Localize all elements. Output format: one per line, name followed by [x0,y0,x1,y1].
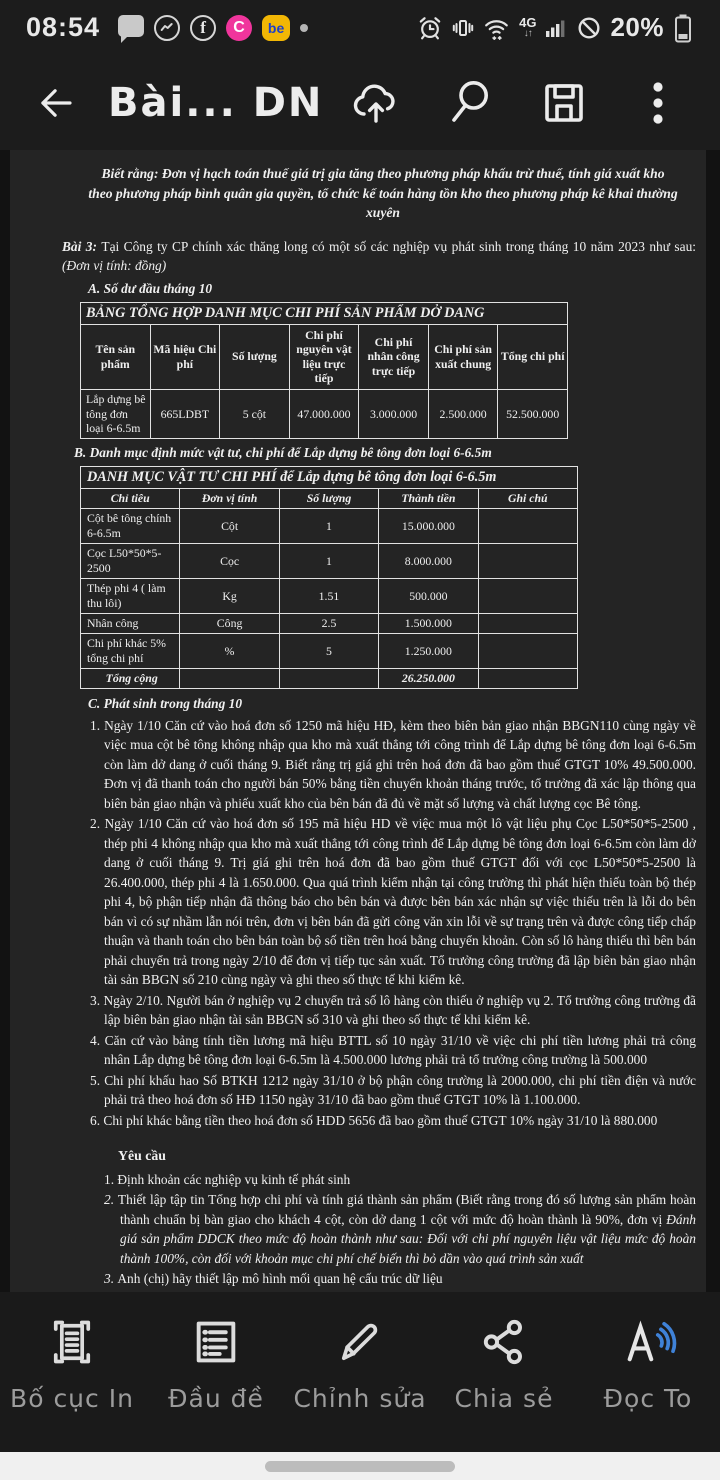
read-aloud-button[interactable] [576,1292,720,1452]
battery-percent: 20% [610,12,664,42]
table-cell: Kg [180,579,279,614]
column-header: Chi phí sản xuất chung [428,324,498,389]
text-run: Anh (chị) hãy thiết lập mô hình mối quan hệ cấu trúc dữ liệu [117,1271,443,1287]
table-cell: 8.000.000 [379,544,478,579]
text-run: (Đơn vị tính: đồng) [62,258,167,273]
list-item [62,1071,696,1110]
table-cell: % [180,634,279,669]
text-run: 5. Chi phí khấu hao Số BTKH 1212 ngày 31/10 ở bộ phận công trường là 2000.000, chi phí tiền điện và nước phải trả theo hoá đơn số HĐ 1150 ngày 31/10 đã bao gồm thuế GTGT 10% là 1.100.000. [90,1072,696,1108]
column-header: Chi phí nguyên vật liệu trực tiếp [289,324,359,389]
paragraph [88,279,696,299]
share-icon [478,1316,530,1368]
table-cell: 1.51 [279,579,378,614]
text-run: Biết rằng: Đơn vị hạch toán thuế giá trị gia tăng theo phương pháp khấu trừ thuế, tính giá xuất kho theo phương pháp bình quân gia quyền, tổ chức kế toán hàng tồn kho theo phương pháp kê khai thường xuyên [88,166,678,220]
list-item [62,716,696,814]
status-bar-left [26,12,308,43]
table-row [81,389,568,438]
text-run: 3. [104,1271,118,1287]
table-cell: Công [180,614,279,634]
list-item [62,1170,696,1190]
table-cell [478,544,577,579]
headings-label: Đầu đề [168,1384,264,1413]
table-cell: 15.000.000 [379,509,478,544]
table-cell [279,669,378,689]
search-button[interactable] [442,75,498,131]
table-cell: Chi phí khác 5% tổng chi phí [81,634,180,669]
chat-bubble-icon [118,15,144,37]
alarm-icon [417,15,443,41]
edit-label: Chỉnh sửa [293,1384,427,1413]
text-run: Thiết lập tập tin Tổng hợp chi phí và tính giá thành sản phẩm (Biết rằng trong đó số lượng sản phẩm hoàn thành chuẩn bị bàn giao cho khách 4 cột, còn dở dang 1 cột với mức độ hoàn thành là 90%, đơn vị [117,1192,696,1227]
column-header: Mã hiệu Chi phí [150,324,220,389]
overflow-menu-button[interactable] [630,75,686,131]
column-header: Chi phí nhân công trực tiếp [359,324,429,389]
table-cell: 5 cột [220,389,290,438]
share-label: Chia sẻ [454,1384,554,1413]
messenger-icon [154,15,180,41]
paragraph [118,1146,696,1166]
column-header: Số lượng [279,489,378,509]
table-cell [180,669,279,689]
column-header: Số lượng [220,324,290,389]
text-run: 4. Căn cứ vào bảng tính tiền lương mã hiệu BTTL số 10 ngày 31/10 về việc chi phí tiền lương phải trả công nhân Lắp dựng bê tông đơn loại 6-6.5m là 4.500.000 lương phải trả tổ trưởng công trường là 500.000 [90,1032,696,1068]
bottom-toolbar [0,1292,720,1452]
upload-cloud-button[interactable] [348,75,404,131]
list-item [62,1031,696,1070]
text-run: C. Phát sinh trong tháng 10 [88,696,243,712]
table-cell: 1.500.000 [379,614,478,634]
headings-button[interactable] [144,1292,288,1452]
app-bar [0,55,720,150]
table-cell: Cột bê tông chính 6-6.5m [81,509,180,544]
headings-icon [190,1316,242,1368]
table-cell: 665LDBT [150,389,220,438]
column-header: Chỉ tiêu [81,489,180,509]
document-title: Bài... DN [108,79,324,126]
paragraph [88,694,696,714]
list-item [62,814,696,990]
table-cell: Nhân công [81,614,180,634]
column-header: Đơn vị tính [180,489,279,509]
table-cell: Cọc [180,544,279,579]
table-cell: 26.250.000 [379,669,478,689]
table-title: BẢNG TỔNG HỢP DANH MỤC CHI PHÍ SẢN PHẨM DỞ DANG [81,303,568,325]
clock-time: 08:54 [26,12,101,42]
read-aloud-label: Đọc To [603,1384,693,1413]
c-app-icon: C [226,15,252,41]
read-aloud-icon [620,1316,676,1368]
text-run: Tại Công ty CP chính xác thăng long có một số các nghiệp vụ phát sinh trong tháng 10 năm 2023 như sau: [101,238,696,254]
table-cell: 2.500.000 [428,389,498,438]
do-not-disturb-icon [576,15,602,41]
edit-button[interactable] [288,1292,432,1452]
column-header: Ghi chú [478,489,577,509]
app-bar-actions [348,75,686,131]
gesture-navigation-bar [0,1452,720,1480]
table-cell [478,634,577,669]
text-run: Bài 3: [62,238,102,254]
table-cell: 1.250.000 [379,634,478,669]
print-layout-icon [46,1316,98,1368]
table-cell: 47.000.000 [289,389,359,438]
text-run: Đánh giá sản phẩm DDCK theo mức độ hoàn thành như sau: Đối với chi phí nguyên liệu vật liệu mức độ hoàn thành 100%, còn đối với khoản mục chi phí chế biến thì bỏ dần vào quá trình sản xuất [120,1211,696,1266]
column-header: Thành tiền [379,489,478,509]
table-row [81,544,578,579]
notification-dot [300,24,308,32]
text-run: 2. Ngày 1/10 Căn cứ vào hoá đơn số 195 mã hiệu HD về việc mua một lô vật liệu phụ Cọc L50*50*5-2500 , thép phi 4 không nhập qua kho mà xuất thẳng tới công trình để Lắp dựng bê tông đơn loại 6-6.5m còn làm dở dang ở cuối tháng 9. Trị giá ghi trên hoá đơn đã bao gồm thuế GTGT đối với cọc L50*50*5-2500 là 26.400.000, thép phi 4 là 1.650.000. Qua quá trình kiểm nhận tại công trường thì phát hiện thiếu toàn bộ thép phi 4, bộ phận tiếp nhận đã thông báo cho bên bán và được bên bán xác nhận sự việc thiếu trên là lỗi do bên bán vì có sự nhầm lẫn nói trên, đơn vị bên bán đã gửi công văn xin lỗi về sự trạng trên và được công tiếp chấp thuận và thanh toán cho bên bán toàn bộ số tiền trên hoá bằng chuyển khoản. Còn số lô hàng thiếu thì bên bán phải chuyển trả trong ngày 2/10 để đơn vị tiếp tục sản xuất. Tổ trưởng công trường đã lập biên bản giao nhận tài sản BBGN số 210 cùng ngày và ghi theo số thực tế khi kiểm kê. [90,816,696,988]
paragraph [62,237,696,276]
table-row [81,669,578,689]
table-cell [478,579,577,614]
table-cell: 2.5 [279,614,378,634]
print-layout-label: Bố cục In [10,1384,134,1413]
table-cell: Cọc L50*50*5-2500 [81,544,180,579]
facebook-icon: f [190,15,216,41]
home-indicator[interactable] [265,1461,455,1472]
list-item [62,1190,696,1268]
text-run: 6. Chi phí khác bằng tiền theo hoá đơn số HDD 5656 đã bao gồm thuế GTGT 10% ngày 31/10 là 880.000 [90,1112,658,1128]
text-run: 1. Định khoản các nghiệp vụ kinh tế phát sinh [104,1171,351,1187]
table-cell: 1 [279,509,378,544]
table-cell [478,614,577,634]
paragraph [62,160,696,229]
text-run: Yêu cầu [118,1148,166,1164]
save-button[interactable] [536,75,592,131]
document-content [62,160,696,1371]
table-cell: Tổng cộng [81,669,180,689]
list-item [62,1269,696,1289]
table-cell [478,509,577,544]
list-item [62,1111,696,1131]
vibrate-icon [451,15,475,41]
table-cell: 3.000.000 [359,389,429,438]
text-run: 1. Ngày 1/10 Căn cứ vào hoá đơn số 1250 mã hiệu HĐ, kèm theo biên bản giao nhận BBGN110 cùng ngày về việc mua cột bê tông không nhập qua kho mà xuất thẳng tới công trình để Lắp dựng bê tông đơn loại 6-6.5m còn làm dở dang ở cuối tháng 9. Biết rằng trị giá ghi trên hoá đơn đã bao gồm thuế GTGT 10% 49.500.000. Đơn vị đã thanh toán cho người bán 50% bằng tiền chuyển khoản tháng trước, tổ trưởng đã xác lập thông qua biên bản giao nhận và phiếu xuất kho của bên bán đã đủ về mặt số lượng và chất lượng cọc Bê tông. [90,717,696,811]
table-cell: 5 [279,634,378,669]
status-bar-right [417,12,694,43]
4g-network-indicator: 4G ↓↑ [519,15,537,39]
table-row [81,579,578,614]
list-item [62,991,696,1030]
signal-bars-icon [544,15,568,41]
table-cell: 1 [279,544,378,579]
print-layout-button[interactable] [0,1292,144,1452]
table-cell: Thép phi 4 ( làm thu lôi) [81,579,180,614]
table-cell: Cột [180,509,279,544]
edit-pencil-icon [334,1316,386,1368]
paragraph [74,443,696,463]
table-danh-muc-vat-tu [80,466,578,689]
text-run: B. Danh mục định mức vật tư, chi phí để Lắp dựng bê tông đơn loại 6-6.5m [74,444,492,460]
table-chi-phi-do-dang [80,302,568,439]
share-button[interactable] [432,1292,576,1452]
table-cell [478,669,577,689]
table-row [81,614,578,634]
back-button[interactable] [30,77,82,129]
text-run: 3. Ngày 2/10. Người bán ở nghiệp vụ 2 chuyển trả số lô hàng còn thiếu ở nghiệp vụ 2. Tổ trưởng công trường đã lập biên bản giao nhận tài sản BBGN số 310 và ghi theo số thực tế khi kiểm kê. [90,992,696,1028]
be-app-icon: be [262,15,290,41]
column-header: Tổng chi phí [498,324,568,389]
status-bar [0,0,720,55]
table-cell: Lắp dựng bê tông đơn loại 6-6.5m [81,389,151,438]
text-run: A. Số dư đầu tháng 10 [88,280,213,296]
table-row [81,509,578,544]
battery-icon [672,13,694,43]
column-header: Tên sản phẩm [81,324,151,389]
text-run: 2. [104,1192,118,1208]
table-cell: 52.500.000 [498,389,568,438]
table-title: DANH MỤC VẬT TƯ CHI PHÍ để Lắp dựng bê tông đơn loại 6-6.5m [81,467,578,489]
document-page[interactable] [10,150,706,1292]
wifi-icon [483,15,511,41]
table-cell: 500.000 [379,579,478,614]
table-row [81,634,578,669]
